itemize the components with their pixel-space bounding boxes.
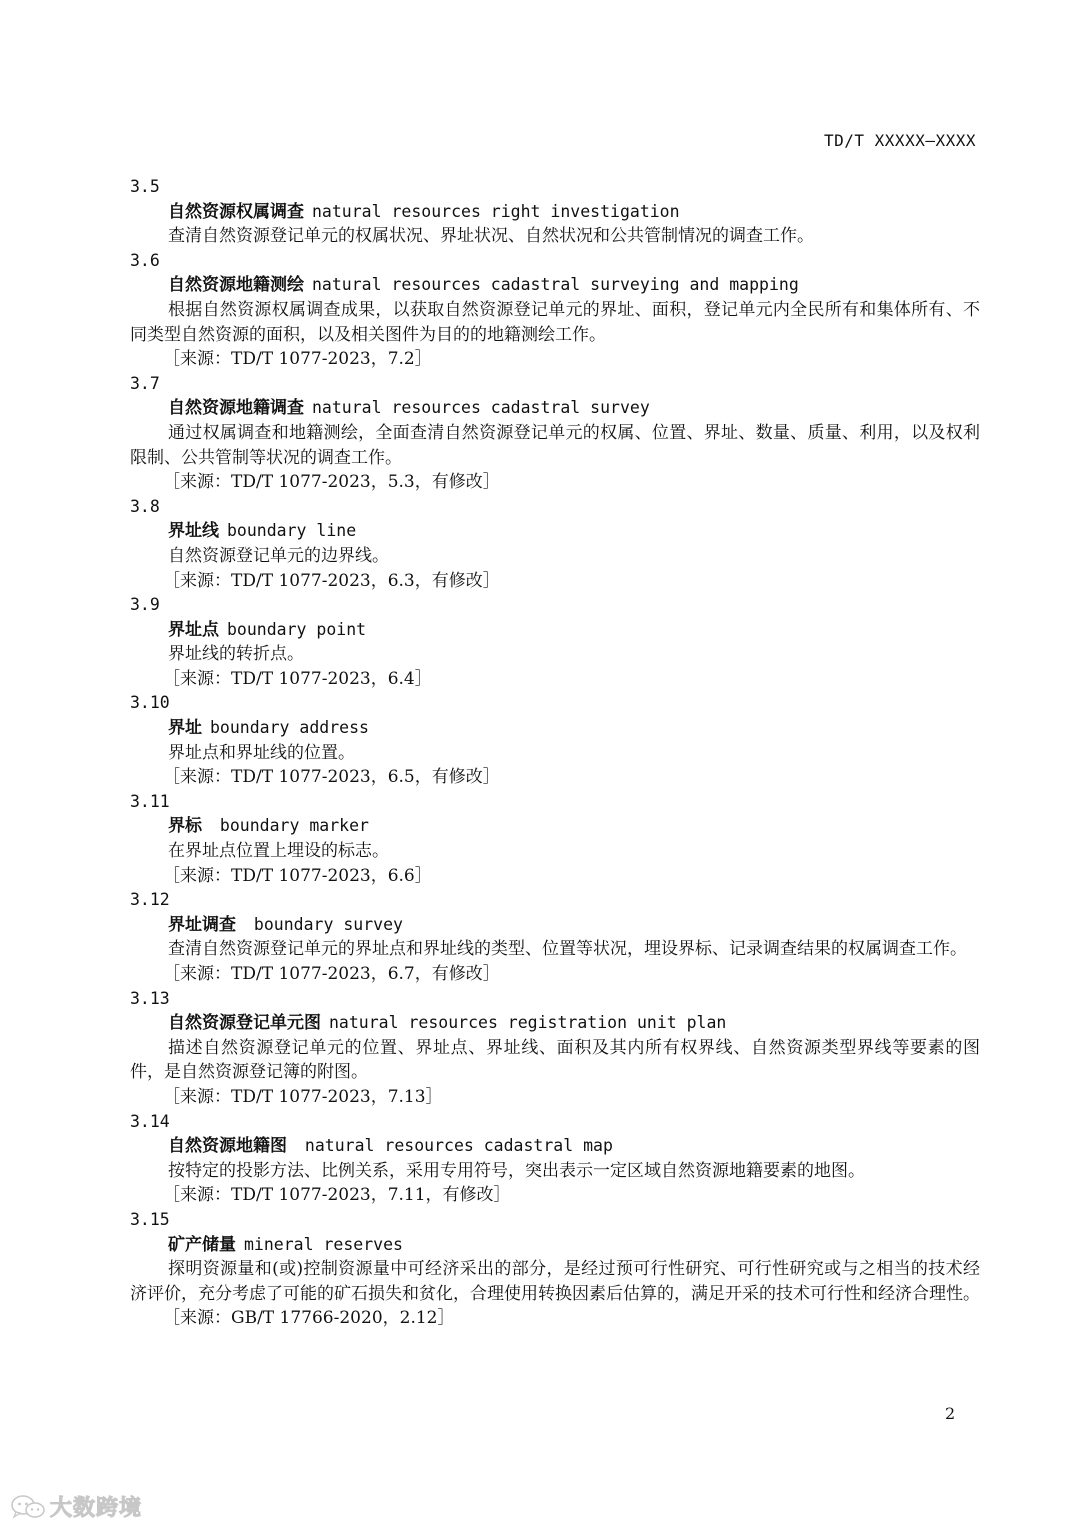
watermark <box>10 1491 142 1522</box>
term-definition: 根据自然资源权属调查成果，以获取自然资源登记单元的界址、面积，登记单元内全民所有和集体所有、不同类型自然资源的面积，以及相关图件为目的的地籍测绘工作。 <box>130 299 980 345</box>
term-chinese: 自然资源权属调查 <box>168 201 304 222</box>
term-number: 3.10 <box>130 693 170 713</box>
term-source: ［来源：TD/T 1077-2023，6.4］ <box>163 668 432 689</box>
term-definition: 自然资源登记单元的边界线。 <box>168 545 389 566</box>
term-english: boundary marker <box>210 816 369 836</box>
term-source: ［来源：TD/T 1077-2023，6.7，有修改］ <box>163 964 500 984</box>
term-chinese: 界址线 <box>168 521 219 542</box>
term-definition: 界址点和界址线的位置。 <box>168 742 355 763</box>
term-heading <box>130 913 980 938</box>
term-english: boundary address <box>210 718 369 738</box>
term-chinese: 界址点 <box>168 619 219 640</box>
term-english: natural resources cadastral map <box>295 1136 613 1156</box>
term-english: boundary survey <box>244 914 403 934</box>
term-chinese: 矿产储量 <box>168 1234 236 1255</box>
term-number: 3.7 <box>130 373 160 393</box>
term-entry-3-5 <box>130 175 980 249</box>
term-definition: 界址线的转折点。 <box>168 644 304 665</box>
term-heading <box>130 716 980 741</box>
term-heading <box>130 200 980 225</box>
term-english: natural resources right investigation <box>312 201 680 221</box>
term-definition: 查清自然资源登记单元的界址点和界址线的类型、位置等状况，埋设界标、记录调查结果的权属调查工作。 <box>168 939 967 960</box>
term-chinese: 自然资源地籍测绘 <box>168 275 304 296</box>
term-definition: 通过权属调查和地籍测绘，全面查清自然资源登记单元的权属、位置、界址、数量、质量、利用，以及权利限制、公共管制等状况的调查工作。 <box>130 422 980 468</box>
term-definition: 查清自然资源登记单元的权属状况、界址状况、自然状况和公共管制情况的调查工作。 <box>168 226 814 247</box>
term-entry-3-14 <box>130 1110 980 1208</box>
term-heading <box>130 396 980 421</box>
term-definition: 在界址点位置上埋设的标志。 <box>168 841 389 862</box>
term-number: 3.6 <box>130 250 160 270</box>
term-entry-3-8 <box>130 495 980 593</box>
term-source: ［来源：TD/T 1077-2023，7.13］ <box>163 1086 443 1107</box>
term-heading <box>130 1233 980 1258</box>
document-code: TD/T XXXXX—XXXX <box>824 131 976 150</box>
term-definition: 描述自然资源登记单元的位置、界址点、界址线、面积及其内所有权界线、自然资源类型界线等要素的图件，是自然资源登记簿的附图。 <box>130 1037 980 1083</box>
term-number: 3.13 <box>130 988 170 1008</box>
term-english: mineral reserves <box>244 1234 403 1254</box>
term-english: natural resources cadastral surveying and mapping <box>312 275 799 295</box>
term-entry-3-12 <box>130 888 980 986</box>
term-entry-3-7 <box>130 372 980 495</box>
term-number: 3.5 <box>130 177 160 196</box>
term-number: 3.9 <box>130 595 160 615</box>
term-heading <box>130 1011 980 1036</box>
term-english: boundary line <box>227 521 357 541</box>
wechat-bubbles-icon <box>10 1494 46 1520</box>
term-source: ［来源：TD/T 1077-2023，6.5，有修改］ <box>163 767 500 788</box>
term-entry-3-13 <box>130 987 980 1110</box>
term-entry-3-10 <box>130 691 980 789</box>
term-entry-3-11 <box>130 790 980 888</box>
term-english: natural resources registration unit plan <box>329 1013 727 1033</box>
term-english: boundary point <box>227 619 367 639</box>
term-source: ［来源：TD/T 1077-2023，7.11，有修改］ <box>163 1185 511 1206</box>
term-source: ［来源：TD/T 1077-2023，5.3，有修改］ <box>163 472 500 493</box>
term-chinese: 自然资源地籍调查 <box>168 398 304 419</box>
watermark-text: 大数跨境 <box>50 1496 143 1521</box>
term-english: natural resources cadastral survey <box>312 398 650 418</box>
term-chinese: 界标 <box>168 816 202 837</box>
term-heading <box>130 618 980 643</box>
term-number: 3.12 <box>130 890 170 910</box>
term-chinese: 界址调查 <box>168 914 236 935</box>
term-source: ［来源：GB/T 17766-2020，2.12］ <box>163 1308 455 1329</box>
term-number: 3.14 <box>130 1111 170 1131</box>
term-chinese: 界址 <box>168 718 202 739</box>
term-chinese: 自然资源登记单元图 <box>168 1013 321 1034</box>
term-heading <box>130 519 980 544</box>
term-heading <box>130 814 980 839</box>
term-number: 3.11 <box>130 791 170 811</box>
term-definition: 探明资源量和(或)控制资源量中可经济采出的部分，是经过预可行性研究、可行性研究或与之相当的技术经济评价，充分考虑了可能的矿石损失和贫化，合理使用转换因素后估算的，满足开采的技术可行性和经济合理性。 <box>130 1259 980 1304</box>
term-entry-3-9 <box>130 593 980 691</box>
term-number: 3.15 <box>130 1209 170 1229</box>
term-definition: 按特定的投影方法、比例关系，采用专用符号，突出表示一定区域自然资源地籍要素的地图。 <box>168 1160 865 1181</box>
terms-list <box>130 175 980 1331</box>
page-number: 2 <box>945 1404 956 1423</box>
term-heading <box>130 1134 980 1159</box>
term-source: ［来源：TD/T 1077-2023，6.3，有修改］ <box>163 570 500 591</box>
term-heading <box>130 273 980 298</box>
term-source: ［来源：TD/T 1077-2023，7.2］ <box>163 349 432 370</box>
term-number: 3.8 <box>130 496 160 516</box>
term-source: ［来源：TD/T 1077-2023，6.6］ <box>163 865 432 886</box>
term-entry-3-15 <box>130 1208 980 1331</box>
term-entry-3-6 <box>130 249 980 372</box>
term-chinese: 自然资源地籍图 <box>168 1136 287 1157</box>
